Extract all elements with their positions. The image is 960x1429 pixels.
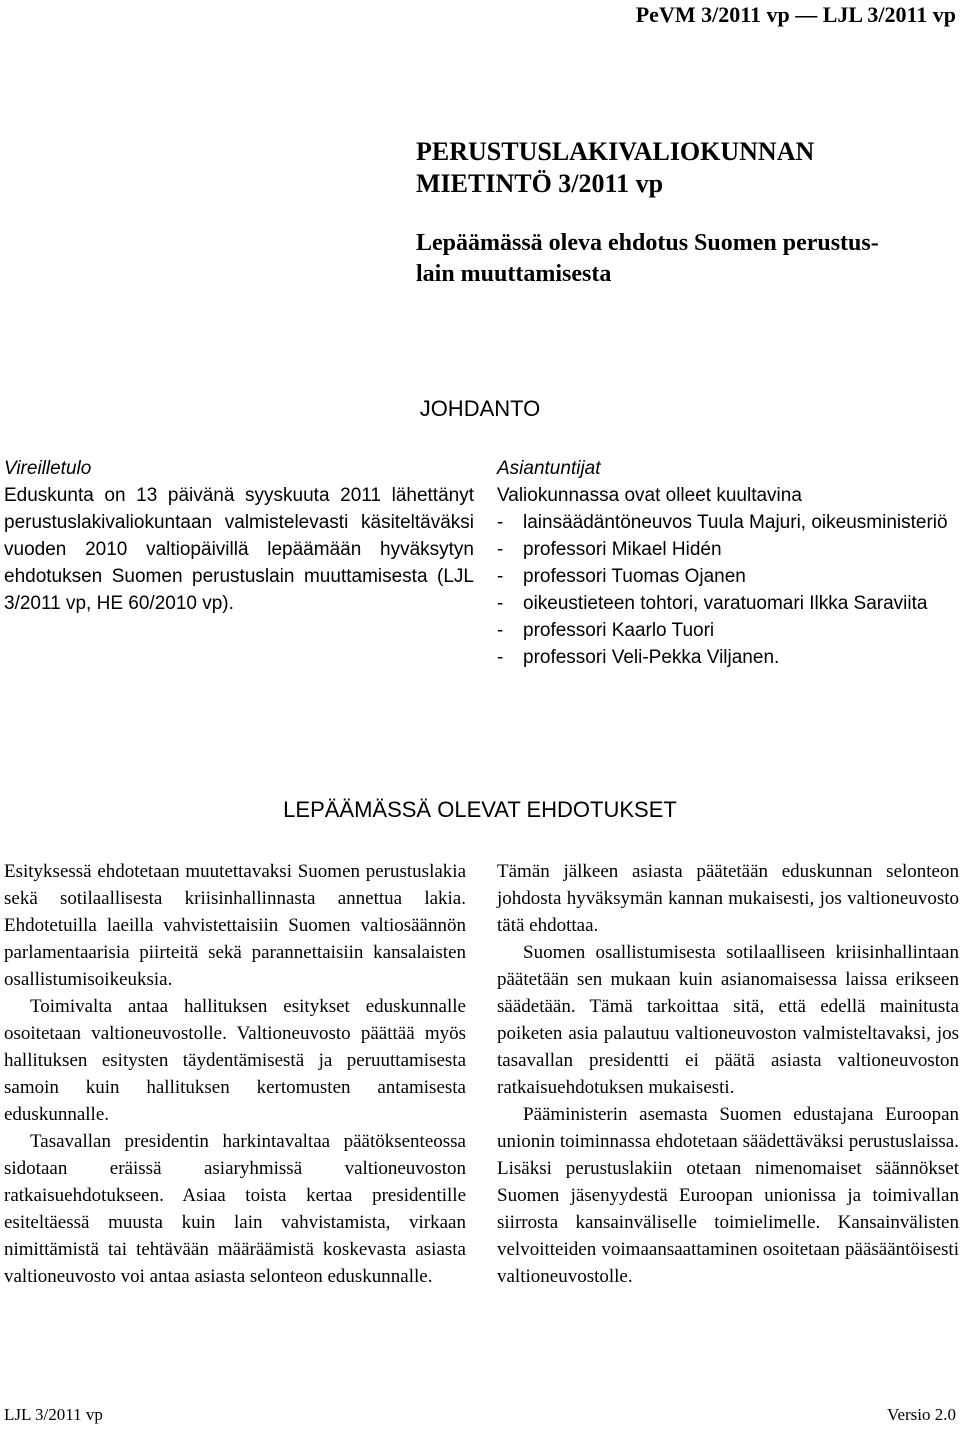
vireilletulo-section: [4, 455, 474, 617]
list-item: - lainsäädäntöneuvos Tuula Majuri, oikeusministeriö: [497, 512, 948, 533]
list-item: - professori Veli-Pekka Viljanen.: [497, 647, 780, 668]
vireilletulo-text: Eduskunta on 13 päivänä syyskuuta 2011 lähettänyt perustuslakivaliokuntaan valmistelevasti käsiteltäväksi vuoden 2010 valtiopäivillä lepäämään hyväksytyn ehdotuksen Suomen perustuslain muuttamisesta (LJL 3/2011 vp, HE 60/2010 vp).: [4, 485, 474, 614]
list-item: - professori Kaarlo Tuori: [497, 620, 715, 641]
paragraph: Tämän jälkeen asiasta päätetään eduskunnan selonteon johdosta hyväksymän kannan mukaisesti, jos valtioneuvosto tätä ehdottaa.: [497, 861, 959, 936]
paragraph: Esityksessä ehdotetaan muutettavaksi Suomen perustuslakia sekä sotilaallisesta kriisinhallinnasta annettua lakia. Ehdotetuilla laeilla vahvistettaisiin Suomen valtiosäännön parlamentaarisia piirteitä sekä parannettaisiin kansalaisten osallistumisoikeuksia.: [4, 861, 466, 990]
asiantuntijat-lead: Valiokunnassa ovat olleet kuultavina: [497, 485, 802, 506]
proposals-right-column: [497, 858, 959, 1290]
paragraph: Tasavallan presidentin harkintavaltaa päätöksenteossa sidotaan eräissä asiaryhmissä valtioneuvoston ratkaisuehdotukseen. Asiaa toista kertaa presidentille esiteltäessä muusta kuin lain vahvistamista, virkaan nimittämistä tai tehtävään määräämistä koskevasta asiasta valtioneuvosto voi antaa asiasta selonteon eduskunnalle.: [4, 1131, 466, 1287]
report-subtitle: Lepäämässä oleva ehdotus Suomen perustus- lain muuttamisesta: [416, 230, 879, 287]
report-title: PERUSTUSLAKIVALIOKUNNAN MIETINTÖ 3/2011 vp: [416, 137, 815, 198]
list-item: - oikeustieteen tohtori, varatuomari Ilkka Saraviita: [497, 593, 928, 614]
list-item: - professori Tuomas Ojanen: [497, 566, 746, 587]
proposals-left-column: [4, 858, 466, 1290]
footer-version: Versio 2.0: [887, 1405, 956, 1424]
asiantuntijat-label: Asiantuntijat: [497, 458, 601, 479]
vireilletulo-label: Vireilletulo: [4, 458, 92, 479]
list-item: - professori Mikael Hidén: [497, 539, 722, 560]
asiantuntijat-section: [497, 455, 959, 671]
footer-doc-ref: LJL 3/2011 vp: [4, 1405, 103, 1424]
title-block: [416, 136, 956, 290]
intro-heading: JOHDANTO: [419, 396, 541, 421]
paragraph: Pääministerin asemasta Suomen edustajana Euroopan unionin toiminnassa ehdotetaan säädettäväksi perustuslaissa. Lisäksi perustuslakiin otetaan nimenomaiset säännökset Suomen jäsenyydestä Euroopan unionissa ja toimivallan siirrosta kansainväliselle toimielimelle. Kansainvälisten velvoitteiden voimaansaattaminen osoitetaan pääsääntöisesti valtioneuvostolle.: [497, 1104, 959, 1287]
paragraph: Suomen osallistumisesta sotilaalliseen kriisinhallintaan päätetään sen mukaan kuin asianomaisessa laissa erikseen säädetään. Tämä tarkoittaa sitä, että edellä mainitusta poiketen asia palautuu valtioneuvoston valmisteltavaksi, jos tasavallan presidentti ei päätä asiasta valtioneuvoston ratkaisuehdotuksen mukaisesti.: [497, 942, 959, 1098]
document-reference: PeVM 3/2011 vp — LJL 3/2011 vp: [635, 2, 956, 27]
paragraph: Toimivalta antaa hallituksen esitykset eduskunnalle osoitetaan valtioneuvostolle. Valtioneuvosto päättää myös hallituksen esitysten täydentämisestä ja peruuttamisesta samoin kuin hallituksen kertomusten antamisesta eduskunnalle.: [4, 996, 466, 1125]
expert-list: [497, 509, 959, 671]
proposals-heading: LEPÄÄMÄSSÄ OLEVAT EHDOTUKSET: [283, 797, 677, 822]
